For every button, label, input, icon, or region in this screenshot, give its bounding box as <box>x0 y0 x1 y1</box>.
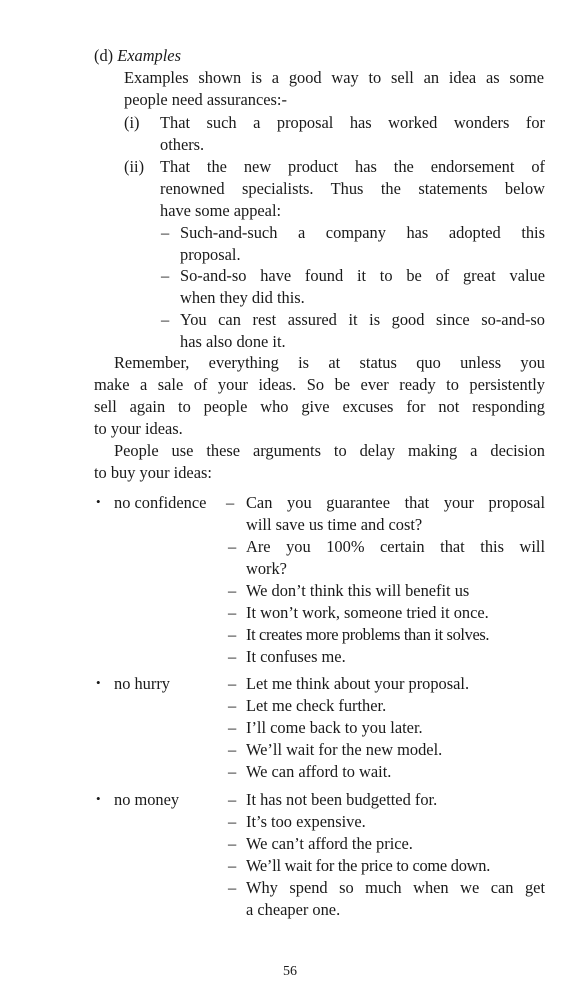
excuse-dash: – <box>228 696 237 715</box>
appeal-2-line-2: when they did this. <box>180 288 305 307</box>
excuse-line: It’s too expensive. <box>246 812 366 831</box>
intro-line-1: Examples shown is a good way to sell an idea as some <box>124 68 544 87</box>
appeal-dash: – <box>161 223 170 242</box>
appeal-3-line-2: has also done it. <box>180 332 286 351</box>
bullet: • <box>96 791 101 806</box>
people-line-2: to buy your ideas: <box>94 463 212 482</box>
numbered-marker-ii: (ii) <box>124 157 145 176</box>
excuse-line: It has not been budgetted for. <box>246 790 438 809</box>
excuse-dash: – <box>228 537 237 556</box>
excuse-line: We’ll wait for the price to come down. <box>246 856 491 875</box>
excuse-line: It won’t work, someone tried it once. <box>246 603 489 622</box>
excuse-category-no-hurry: no hurry <box>114 674 170 693</box>
numbered-marker-i: (i) <box>124 113 140 132</box>
excuse-dash: – <box>228 647 237 666</box>
excuse-dash: – <box>226 493 235 512</box>
excuse-dash: – <box>228 812 237 831</box>
intro-line-2: people need assurances:- <box>124 90 287 109</box>
excuse-line: I’ll come back to you later. <box>246 718 423 737</box>
appeal-1-line-2: proposal. <box>180 245 241 264</box>
excuse-line: work? <box>246 559 287 578</box>
excuse-line: Are you 100% certain that this will <box>246 537 545 556</box>
remember-line-2: make a sale of your ideas. So be ever ready to persistently <box>94 375 545 394</box>
excuse-line: a cheaper one. <box>246 900 341 919</box>
bullet: • <box>96 675 101 690</box>
excuse-dash: – <box>228 790 237 809</box>
remember-line-1: Remember, everything is at status quo unless you <box>114 353 545 372</box>
appeal-dash: – <box>161 266 170 285</box>
excuse-line: It creates more problems than it solves. <box>246 625 490 644</box>
excuse-line: We can afford to wait. <box>246 762 392 781</box>
excuse-dash: – <box>228 718 237 737</box>
excuse-dash: – <box>228 603 237 622</box>
remember-line-4: to your ideas. <box>94 419 183 438</box>
numbered-i-line-2: others. <box>160 135 205 154</box>
appeal-dash: – <box>161 310 170 329</box>
excuse-dash: – <box>228 878 237 897</box>
excuse-dash: – <box>228 625 237 644</box>
excuse-line: Can you guarantee that your proposal <box>246 493 545 512</box>
excuse-dash: – <box>228 762 237 781</box>
bullet: • <box>96 494 101 509</box>
excuse-line: will save us time and cost? <box>246 515 423 534</box>
numbered-ii-line-1: That the new product has the endorsement of <box>160 157 545 176</box>
excuse-dash: – <box>228 834 237 853</box>
numbered-ii-line-2: renowned specialists. Thus the statements below <box>160 179 545 198</box>
excuse-category-no-confidence: no confidence <box>114 493 207 512</box>
remember-line-3: sell again to people who give excuses for not responding <box>94 397 545 416</box>
page-number: 56 <box>283 964 297 979</box>
excuse-line: We don’t think this will benefit us <box>246 581 470 600</box>
excuse-line: It confuses me. <box>246 647 346 666</box>
excuse-line: Let me think about your proposal. <box>246 674 470 693</box>
section-title: Examples <box>117 46 181 65</box>
numbered-ii-line-3: have some appeal: <box>160 201 282 220</box>
appeal-3-line-1: You can rest assured it is good since so-and-so <box>180 310 545 329</box>
section-heading <box>94 46 181 66</box>
people-line-1: People use these arguments to delay making a decision <box>114 441 545 460</box>
section-label: (d) <box>94 46 114 65</box>
appeal-2-line-1: So-and-so have found it to be of great value <box>180 266 545 285</box>
excuse-dash: – <box>228 856 237 875</box>
excuse-line: We can’t afford the price. <box>246 834 413 853</box>
excuse-line: We’ll wait for the new model. <box>246 740 443 759</box>
appeal-1-line-1: Such-and-such a company has adopted this <box>180 223 545 242</box>
excuse-dash: – <box>228 581 237 600</box>
numbered-i-line-1: That such a proposal has worked wonders for <box>160 113 545 132</box>
excuse-dash: – <box>228 740 237 759</box>
excuse-line: Let me check further. <box>246 696 387 715</box>
excuse-category-no-money: no money <box>114 790 180 809</box>
excuse-line: Why spend so much when we can get <box>246 878 545 897</box>
excuse-dash: – <box>228 674 237 693</box>
